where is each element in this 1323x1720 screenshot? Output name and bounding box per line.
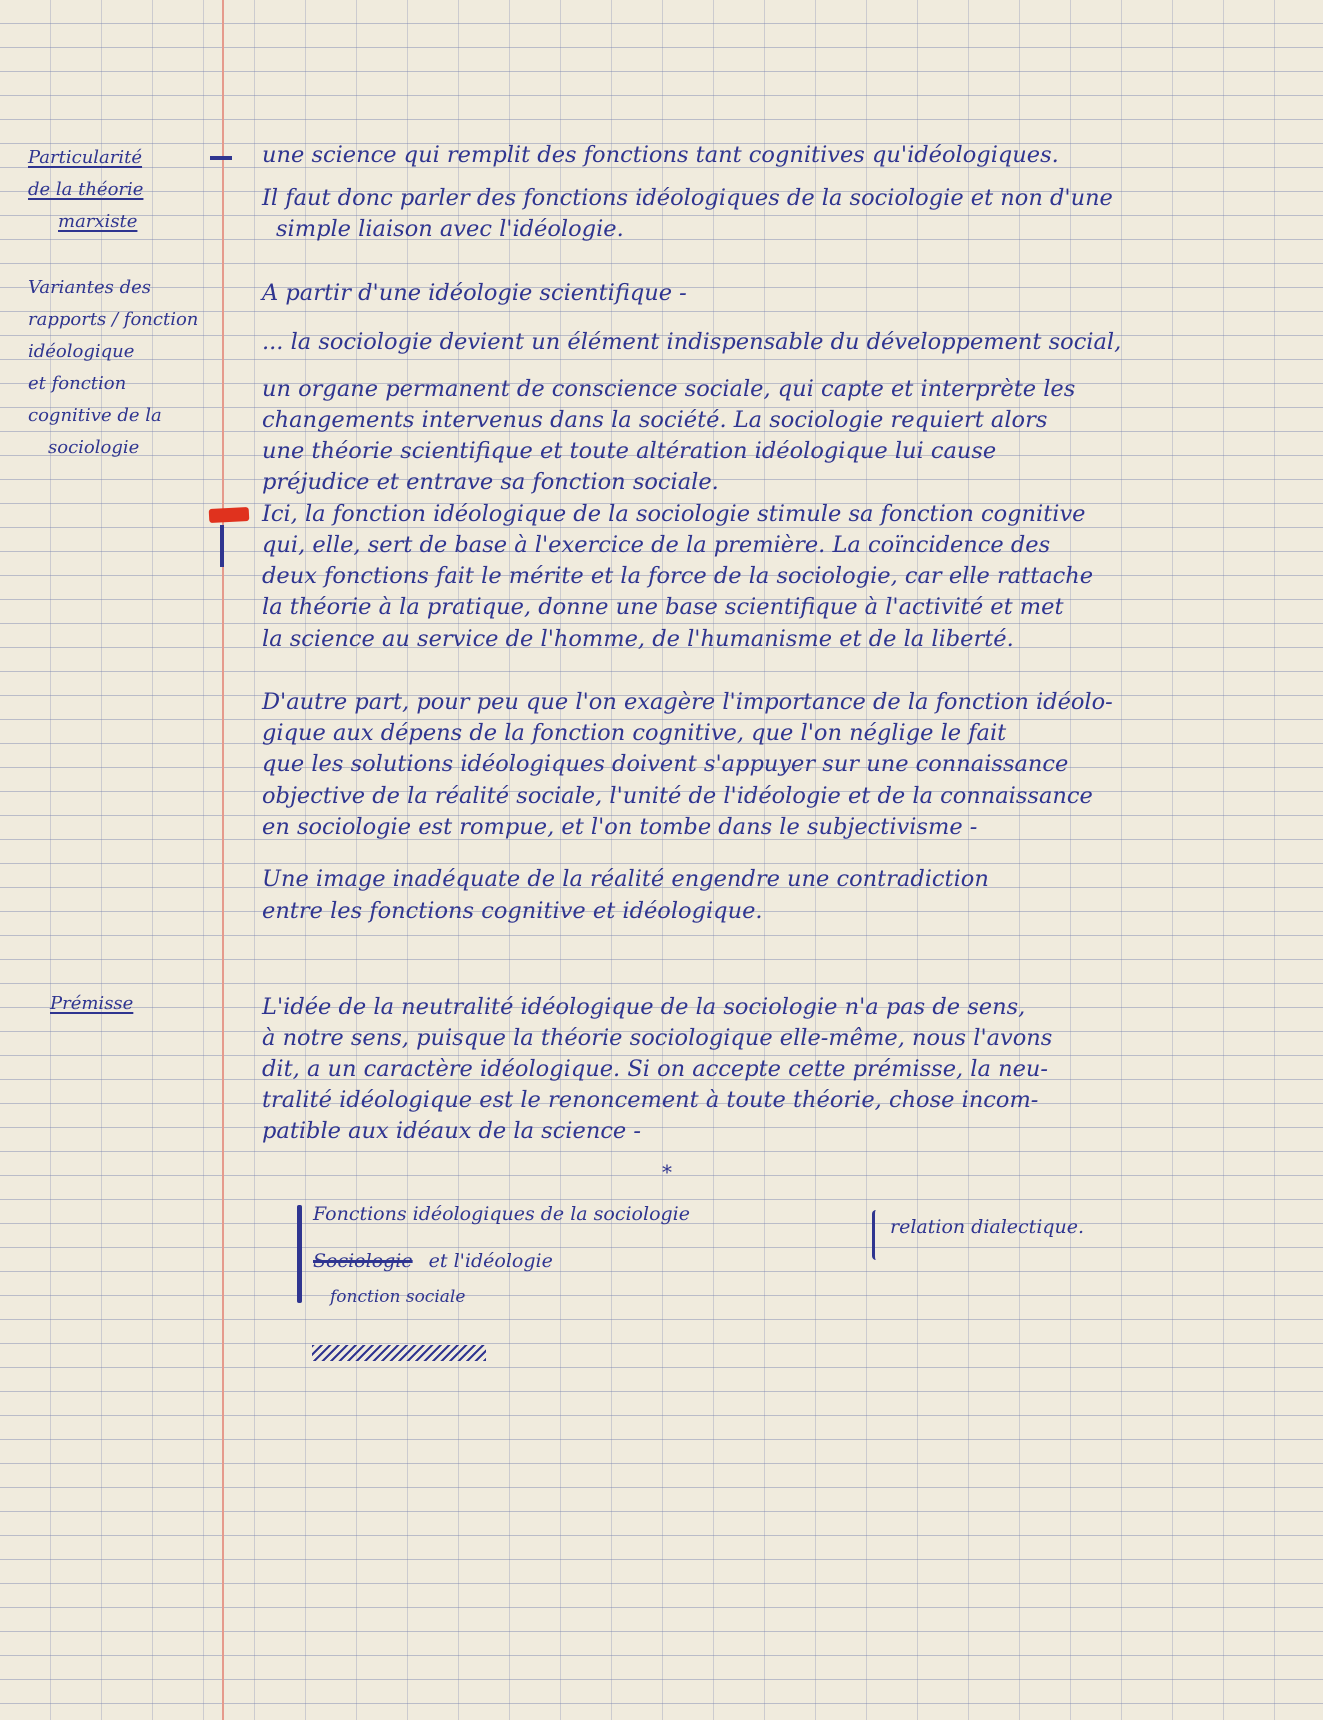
text-line: Une image inadéquate de la réalité engendre une contradiction bbox=[262, 866, 989, 892]
text-line: gique aux dépens de la fonction cognitive, que l'on néglige le fait bbox=[262, 720, 1007, 746]
text-line: L'idée de la neutralité idéologique de la sociologie n'a pas de sens, bbox=[262, 994, 1026, 1020]
text-line: patible aux idéaux de la science - bbox=[262, 1118, 641, 1144]
text-line: une théorie scientifique et toute altération idéologique lui cause bbox=[262, 438, 997, 464]
text-line: que les solutions idéologiques doivent s'appuyer sur une connaissance bbox=[262, 751, 1069, 777]
margin-note-line: cognitive de la bbox=[28, 405, 162, 426]
text-line: Il faut donc parler des fonctions idéologiques de la sociologie et non d'une bbox=[262, 185, 1113, 211]
text-line: entre les fonctions cognitive et idéologique. bbox=[262, 898, 763, 924]
diagram-bracket bbox=[297, 1205, 302, 1303]
text-line: une science qui remplit des fonctions tant cognitives qu'idéologiques. bbox=[262, 142, 1059, 168]
diagram-brace bbox=[872, 1210, 887, 1260]
margin-note-line: marxiste bbox=[58, 211, 138, 232]
text-line: qui, elle, sert de base à l'exercice de la première. La coïncidence des bbox=[262, 532, 1051, 558]
margin-note-line: Variantes des bbox=[28, 277, 152, 298]
diagram-item: Fonctions idéologiques de la sociologie bbox=[313, 1203, 690, 1225]
diagram-struck-word: Sociologie bbox=[313, 1250, 413, 1272]
red-margin-rule bbox=[222, 0, 224, 1720]
margin-note-particularite bbox=[28, 142, 220, 238]
text-line: simple liaison avec l'idéologie. bbox=[276, 216, 624, 242]
margin-note-line: Prémisse bbox=[50, 993, 134, 1014]
text-line: préjudice et entrave sa fonction sociale. bbox=[262, 469, 719, 495]
crossed-out-scribble bbox=[312, 1345, 486, 1361]
margin-note-line: et fonction bbox=[28, 373, 127, 394]
margin-note-line: de la théorie bbox=[28, 179, 144, 200]
margin-dash-mark bbox=[210, 156, 232, 160]
diagram-item: fonction sociale bbox=[330, 1287, 466, 1307]
margin-note-line: idéologique bbox=[28, 341, 135, 362]
text-line: objective de la réalité sociale, l'unité de l'idéologie et de la connaissance bbox=[262, 783, 1093, 809]
text-line: un organe permanent de conscience sociale, qui capte et interprète les bbox=[262, 376, 1076, 402]
text-line: en sociologie est rompue, et l'on tombe dans le subjectivisme - bbox=[262, 814, 978, 840]
text-line: changements intervenus dans la société. La sociologie requiert alors bbox=[262, 407, 1048, 433]
margin-note-premisse bbox=[50, 988, 242, 1020]
text-line: D'autre part, pour peu que l'on exagère l'importance de la fonction idéolo- bbox=[262, 689, 1113, 715]
red-pencil-mark bbox=[209, 507, 250, 523]
text-line: Ici, la fonction idéologique de la sociologie stimule sa fonction cognitive bbox=[262, 501, 1086, 527]
margin-note-line: rapports / fonction bbox=[28, 309, 199, 330]
text-line: A partir d'une idéologie scientifique - bbox=[262, 280, 687, 306]
diagram-relation: relation dialectique. bbox=[890, 1216, 1085, 1238]
diagram-item-rest: et l'idéologie bbox=[428, 1250, 553, 1272]
margin-note-line: sociologie bbox=[48, 437, 140, 458]
text-line: à notre sens, puisque la théorie sociologique elle-même, nous l'avons bbox=[262, 1025, 1053, 1051]
diagram-item bbox=[313, 1250, 553, 1272]
margin-note-line: Particularité bbox=[28, 147, 143, 168]
text-line: ... la sociologie devient un élément indispensable du développement social, bbox=[262, 329, 1122, 355]
margin-bar-mark bbox=[220, 525, 224, 567]
separator-asterisk: * bbox=[662, 1160, 672, 1184]
text-line: dit, a un caractère idéologique. Si on accepte cette prémisse, la neu- bbox=[262, 1056, 1048, 1082]
text-line: deux fonctions fait le mérite et la force de la sociologie, car elle rattache bbox=[262, 563, 1094, 589]
text-line: la science au service de l'homme, de l'humanisme et de la liberté. bbox=[262, 626, 1014, 652]
margin-note-variantes bbox=[28, 272, 220, 464]
text-line: la théorie à la pratique, donne une base scientifique à l'activité et met bbox=[262, 594, 1064, 620]
text-line: tralité idéologique est le renoncement à toute théorie, chose incom- bbox=[262, 1087, 1039, 1113]
